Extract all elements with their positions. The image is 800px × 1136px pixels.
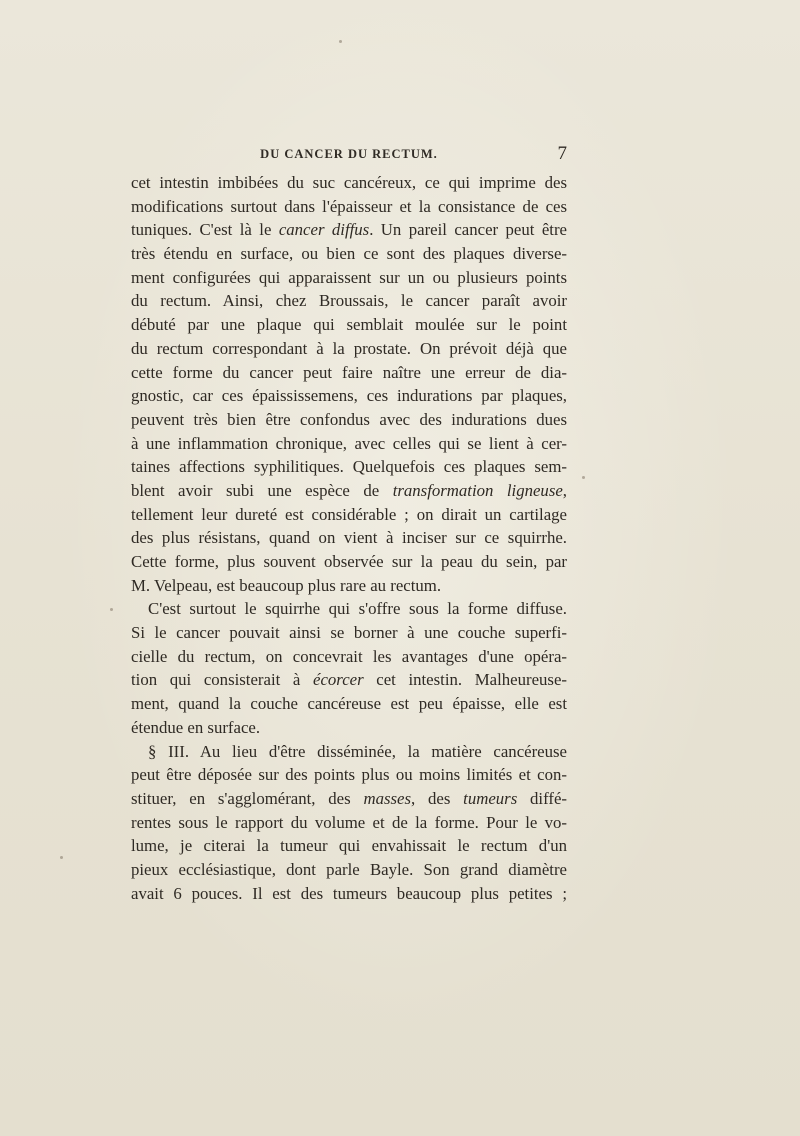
text-segment: blent avoir subi une espèce de xyxy=(131,480,393,500)
text-segment: . Un pareil cancer peut être xyxy=(369,220,567,240)
text-line: ment configurées qui apparaissent sur un ou plusieurs points xyxy=(131,267,567,287)
text-line: du rectum. Ainsi, chez Broussais, le cancer paraît avoir xyxy=(131,291,567,311)
text-line xyxy=(131,787,567,811)
text-line xyxy=(131,668,567,692)
italic-term: transformation ligneuse xyxy=(392,480,563,500)
text-line: étendue en surface. xyxy=(131,717,261,737)
text-line: lume, je citerai la tumeur qui envahissait le rectum d'un xyxy=(131,836,567,856)
body-text xyxy=(131,171,567,905)
italic-term: cancer diffus xyxy=(278,220,370,240)
text-line: du rectum correspondant à la prostate. On prévoit déjà que xyxy=(131,338,567,358)
text-segment: tion qui consisterait à xyxy=(131,670,313,690)
text-segment: diffé- xyxy=(517,788,567,808)
text-line: débuté par une plaque qui semblait moulée sur le point xyxy=(131,315,567,335)
text-line: § III. Au lieu d'être disséminée, la matière cancéreuse xyxy=(148,741,567,761)
paper-speck xyxy=(582,476,585,479)
page-number: 7 xyxy=(557,143,567,164)
text-line: cielle du rectum, on concevrait les avantages d'une opéra- xyxy=(131,646,567,666)
text-line xyxy=(131,218,567,242)
text-line: cette forme du cancer peut faire naître une erreur de dia- xyxy=(131,362,567,382)
text-line: Si le cancer pouvait ainsi se borner à une couche superfi- xyxy=(131,623,567,643)
text-line xyxy=(131,479,567,503)
paper-speck xyxy=(60,856,63,859)
text-line: taines affections syphilitiques. Quelquefois ces plaques sem- xyxy=(131,457,567,477)
text-line: avait 6 pouces. Il est des tumeurs beaucoup plus petites ; xyxy=(131,883,567,903)
text-line: Cette forme, plus souvent observée sur la peau du sein, par xyxy=(131,552,567,571)
text-segment: cet intestin. Malheureuse- xyxy=(363,670,567,690)
italic-term: masses xyxy=(363,788,412,808)
text-line: modifications surtout dans l'épaisseur et la consistance de ces xyxy=(131,196,567,216)
running-head xyxy=(131,143,567,165)
text-line: très étendu en surface, ou bien ce sont des plaques diverse- xyxy=(131,244,567,264)
text-segment: , des xyxy=(411,788,464,808)
text-line: ment, quand la couche cancéreuse est peu épaisse, elle est xyxy=(131,694,567,714)
text-line: M. Velpeau, est beaucoup plus rare au rectum. xyxy=(131,575,442,595)
text-line: rentes sous le rapport du volume et de la forme. Pour le vo- xyxy=(131,812,567,832)
text-line: pieux ecclésiastique, dont parle Bayle. Son grand diamètre xyxy=(131,859,567,879)
italic-term: tumeurs xyxy=(463,788,518,808)
italic-term: écorcer xyxy=(313,670,364,690)
text-line: peuvent très bien être confondus avec des indurations dues xyxy=(131,409,567,429)
text-segment: stituer, en s'agglomérant, des xyxy=(131,788,364,808)
text-segment: , xyxy=(562,480,567,500)
text-line: des plus résistans, quand on vient à inciser sur ce squirrhe. xyxy=(131,528,567,548)
text-line: à une inflammation chronique, avec celles qui se lient à cer- xyxy=(131,433,567,453)
text-line: gnostic, car ces épaississemens, ces indurations par plaques, xyxy=(131,386,567,406)
text-line: cet intestin imbibées du suc cancéreux, ce qui imprime des xyxy=(131,173,567,192)
running-title: DU CANCER DU RECTUM. xyxy=(260,147,438,161)
text-line: tellement leur dureté est considérable ; on dirait un cartilage xyxy=(131,504,567,524)
text-line: C'est surtout le squirrhe qui s'offre sous la forme diffuse. xyxy=(148,599,567,619)
text-line: peut être déposée sur des points plus ou moins limités et con- xyxy=(131,765,567,785)
text-segment: tuniques. C'est là le xyxy=(131,220,279,240)
paper-speck xyxy=(339,40,342,43)
paper-speck xyxy=(110,608,113,611)
